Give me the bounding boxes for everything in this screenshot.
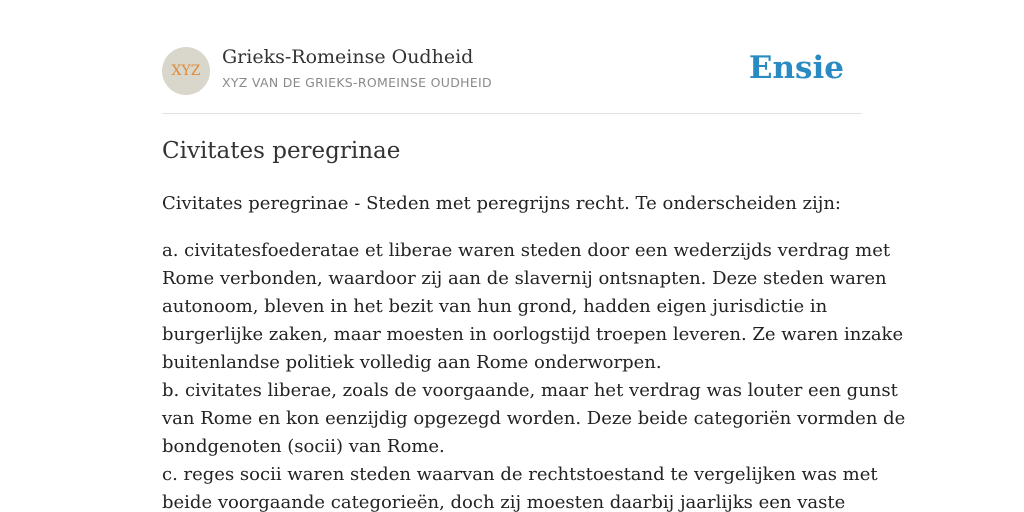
brand-logo[interactable]: Ensie	[748, 50, 844, 86]
page-title: Civitates peregrinae	[162, 138, 401, 164]
article-line: burgerlijke zaken, maar moesten in oorlogstijd troepen leveren. Ze waren inzake	[162, 324, 904, 345]
article-line: autonoom, bleven in het bezit van hun grond, hadden eigen jurisdictie in	[162, 296, 828, 317]
header	[162, 0, 862, 114]
avatar[interactable]: XYZ	[162, 47, 210, 95]
article-line: beide voorgaande categorieën, doch zij moesten daarbij jaarlijks een vaste	[162, 492, 846, 512]
article-line: a. civitatesfoederatae et liberae waren steden door een wederzijds verdrag met	[162, 240, 891, 261]
source-title[interactable]: Grieks-Romeinse Oudheid	[222, 46, 474, 68]
article-line: buitenlandse politiek volledig aan Rome onderworpen.	[162, 352, 662, 373]
article-line: van Rome en kon eenzijdig opgezegd worden. Deze beide categoriën vormden de	[162, 408, 906, 429]
article-line: b. civitates liberae, zoals de voorgaande, maar het verdrag was louter een gunst	[162, 380, 898, 401]
page	[162, 0, 906, 512]
article-line: bondgenoten (socii) van Rome.	[162, 436, 445, 457]
article-line: Rome verbonden, waardoor zij aan de slavernij ontsnapten. Deze steden waren	[162, 268, 887, 289]
article-line: c. reges socii waren steden waarvan de rechtstoestand te vergelijken was met	[162, 464, 878, 485]
source-subtitle: XYZ VAN DE GRIEKS-ROMEINSE OUDHEID	[222, 75, 492, 90]
article-intro: Civitates peregrinae - Steden met peregrijns recht. Te onderscheiden zijn:	[162, 193, 841, 214]
